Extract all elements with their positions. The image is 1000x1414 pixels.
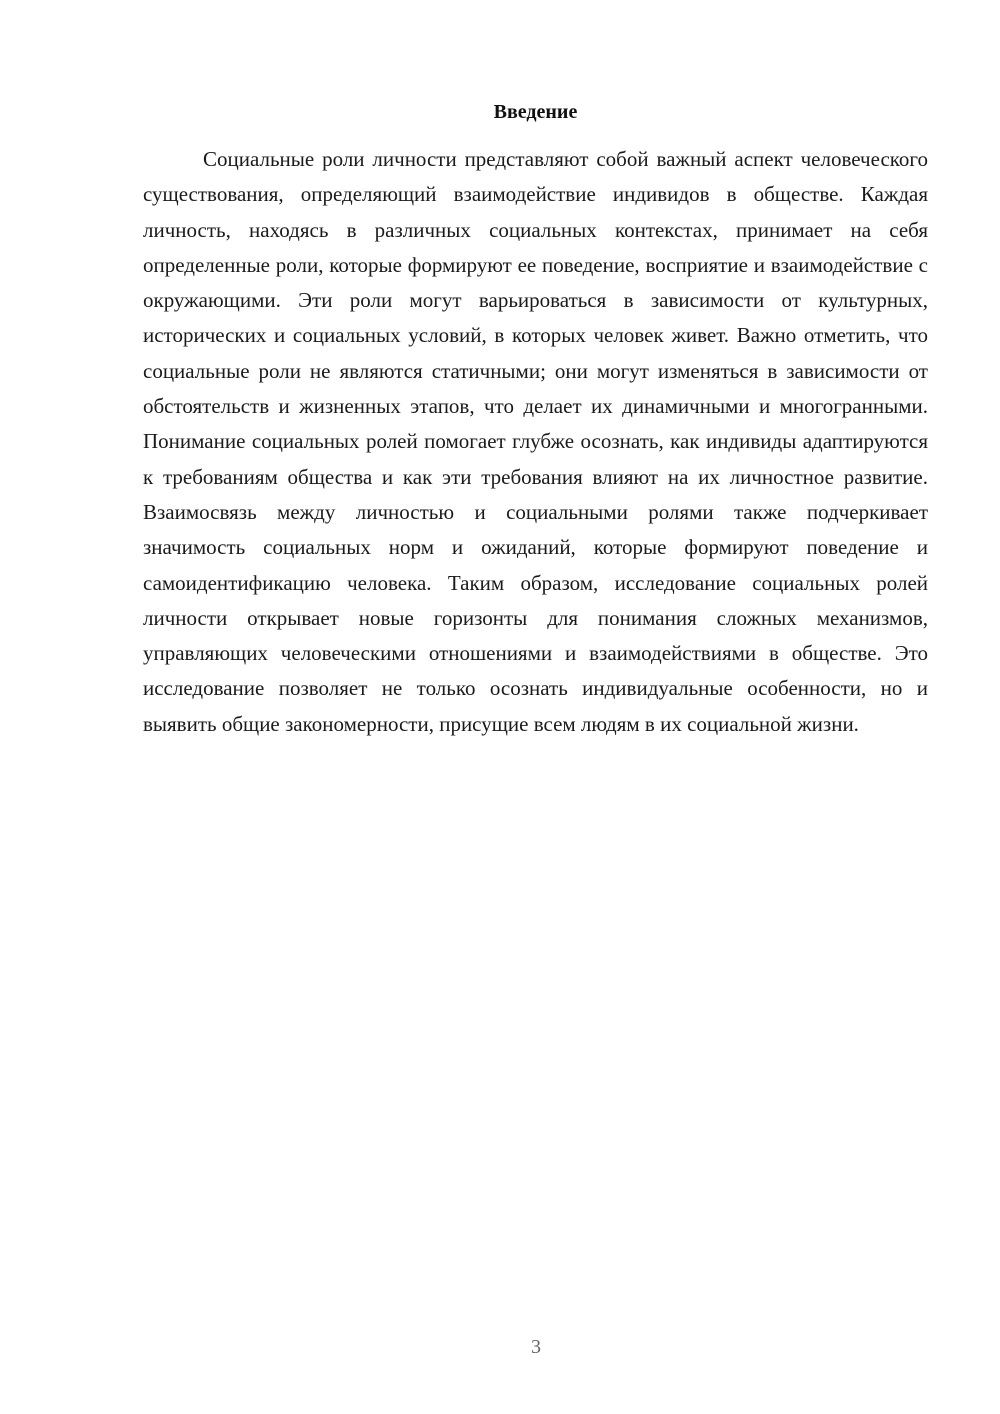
page-number: 3 — [531, 1336, 541, 1358]
section-heading: Введение — [493, 101, 578, 123]
body-paragraph: Социальные роли личности представляют собой важный аспект человеческого существования, определяющий взаимодействие индивидов в обществе. Каждая личность, находясь в различных социальных контекстах, принимает на себя определенные роли, которые формируют ее поведение, восприятие и взаимодействие с окружающими. Эти роли могут варьироваться в зависимости от культурных, исторических и социальных условий, в которых человек живет. Важно отметить, что социальные роли не являются статичными; они могут изменяться в зависимости от обстоятельств и жизненных этапов, что делает их динамичными и многогранными. Понимание социальных ролей помогает глубже осознать, как индивиды адаптируются к требованиям общества и как эти требования влияют на их личностное развитие. Взаимосвязь между личностью и социальными ролями также подчеркивает значимость социальных норм и ожиданий, которые формируют поведение и самоидентификацию человека. Таким образом, исследование социальных ролей личности открывает новые горизонты для понимания сложных механизмов, управляющих человеческими отношениями и взаимодействиями в обществе. Это исследование позволяет не только осознать индивидуальные особенности, но и выявить общие закономерности, присущие всем людям в их социальной жизни. — [143, 147, 928, 736]
